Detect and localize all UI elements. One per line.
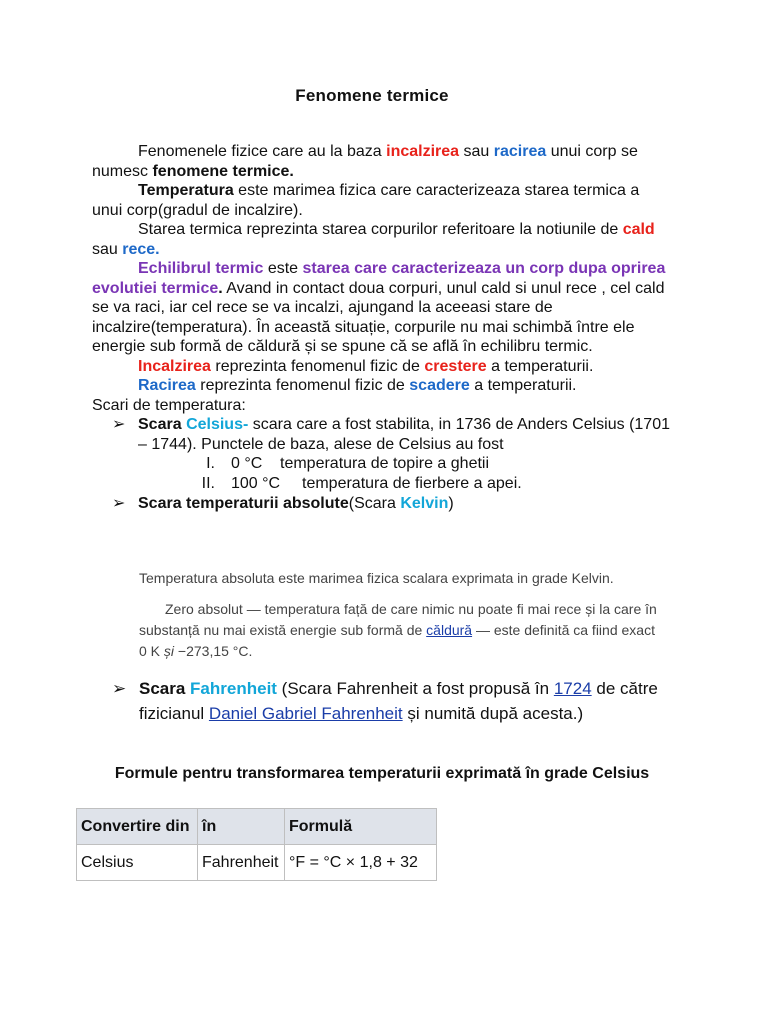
text: reprezinta fenomenul fizic de [195,377,410,394]
column-header: Convertire din [77,809,198,845]
text: și numită după acesta.) [402,704,584,723]
text: unui corp se numesc [92,143,638,180]
text: de către fizicianul [139,679,658,723]
term-racirea: Racirea [138,377,196,394]
text: este [263,260,303,277]
column-header: în [198,809,285,845]
table-cell: °F = °C × 1,8 + 32 [285,845,437,881]
link-caldura[interactable]: căldură [426,622,473,638]
text: . [218,279,223,297]
kelvin-note-definition: Temperatura absoluta este marimea fizica scalara exprimata in grade Kelvin. [139,570,614,586]
term-echilibrul-termic: Echilibrul termic [138,260,264,277]
text: (Scara [348,495,401,512]
text: Fenomenele fizice care au la baza [138,143,387,160]
point-description: temperatura de topire a ghetii [280,455,490,472]
text: ) [448,495,454,512]
paragraph-racirea [92,376,670,396]
paragraph-echilibru [92,259,670,357]
text: Starea termica reprezinta starea corpurilor referitoare la notiunile de [138,221,623,238]
keyword-racirea: racirea [493,143,547,160]
keyword-scadere: scadere [409,377,470,394]
point-description: temperatura de fierbere a apei. [302,475,522,492]
definition-echilibru: starea care caracterizeaza un corp dupa oprirea evolutiei termice [92,260,666,297]
paragraph-incalzirea [92,357,670,377]
text: Avand in contact doua corpuri, unul cald si unul rece , cel cald se va raci, iar cel rece se va incalzi, ajungand la aceeasi stare de incalzire(temperatura). În această situație, corpurile nu mai schimbă între ele energie sub formă de căldură și se spune că se află în echilibru termic. [92,279,665,355]
column-header: Formulă [285,809,437,845]
conversion-table [76,808,437,881]
paragraph-starea-termica [92,220,670,259]
keyword-crestere: crestere [424,357,487,375]
text: Zero absolut — temperatura față de care nimic nu poate fi mai rece și la care în substanță nu mai există energie sub formă de [139,601,657,638]
text: Scara [138,416,187,433]
text: sau [459,143,494,160]
scale-name-celsius: Celsius- [186,416,249,433]
text: −273,15 °C. [174,643,253,659]
text: sau [92,240,123,258]
list-item-point-2 [92,474,670,494]
scale-name-kelvin: Kelvin [400,495,449,512]
table-cell: Fahrenheit [198,845,285,881]
text: a temperaturii. [469,377,577,394]
scari-heading: Scari de temperatura: [92,396,246,414]
scale-name-fahrenheit: Fahrenheit [190,679,277,698]
link-1724[interactable]: 1724 [553,679,592,698]
link-daniel-gabriel-fahrenheit[interactable]: Daniel Gabriel Fahrenheit [208,704,403,723]
keyword-cald: cald [622,221,655,238]
roman-numeral: II. [201,475,215,492]
fahrenheit-text [139,676,672,726]
text: Scara temperaturii absolute [138,495,349,512]
formule-heading: Formule pentru transformarea temperaturii exprimată în grade Celsius [114,765,650,782]
paragraph-fenomene [92,142,670,181]
table-cell: Celsius [77,845,198,881]
list-item-fahrenheit [112,676,672,726]
arrow-bullet-icon: ➢ [112,495,126,512]
text: și [163,643,175,659]
page-title: Fenomene termice [295,86,449,105]
text: Scara [139,679,191,698]
table-header-row [77,809,437,845]
keyword-incalzirea: incalzirea [386,143,460,160]
kelvin-note-zero-absolut [139,599,663,662]
list-item-kelvin [112,494,670,514]
point-value: 100 °C [231,475,281,492]
paragraph-temperatura [92,181,670,220]
text: (Scara Fahrenheit a fost propusă în [276,679,554,698]
keyword-rece: rece. [122,240,160,258]
text: reprezinta fenomenul fizic de [210,357,425,375]
term-incalzirea: Incalzirea [138,357,211,375]
document-body [92,142,670,514]
text: este marimea fizica care caracterizeaza starea termica a unui corp(gradul de incalzire). [92,182,640,219]
point-value: 0 °C [231,455,263,472]
list-item-point-1 [92,454,670,474]
table-row [77,845,437,881]
text: a temperaturii. [486,357,594,375]
text: scara care a fost stabilita, in 1736 de Anders Celsius (1701 – 1744). Punctele de baza, alese de Celsius au fost [138,416,670,453]
list-item-celsius [112,415,670,454]
arrow-bullet-icon: ➢ [112,416,126,433]
term-temperatura: Temperatura [138,182,234,199]
arrow-bullet-icon: ➢ [112,679,127,698]
roman-numeral: I. [206,455,215,472]
term-fenomene-termice: fenomene termice. [152,162,294,180]
text: — este definită ca fiind exact 0 K [139,622,655,659]
